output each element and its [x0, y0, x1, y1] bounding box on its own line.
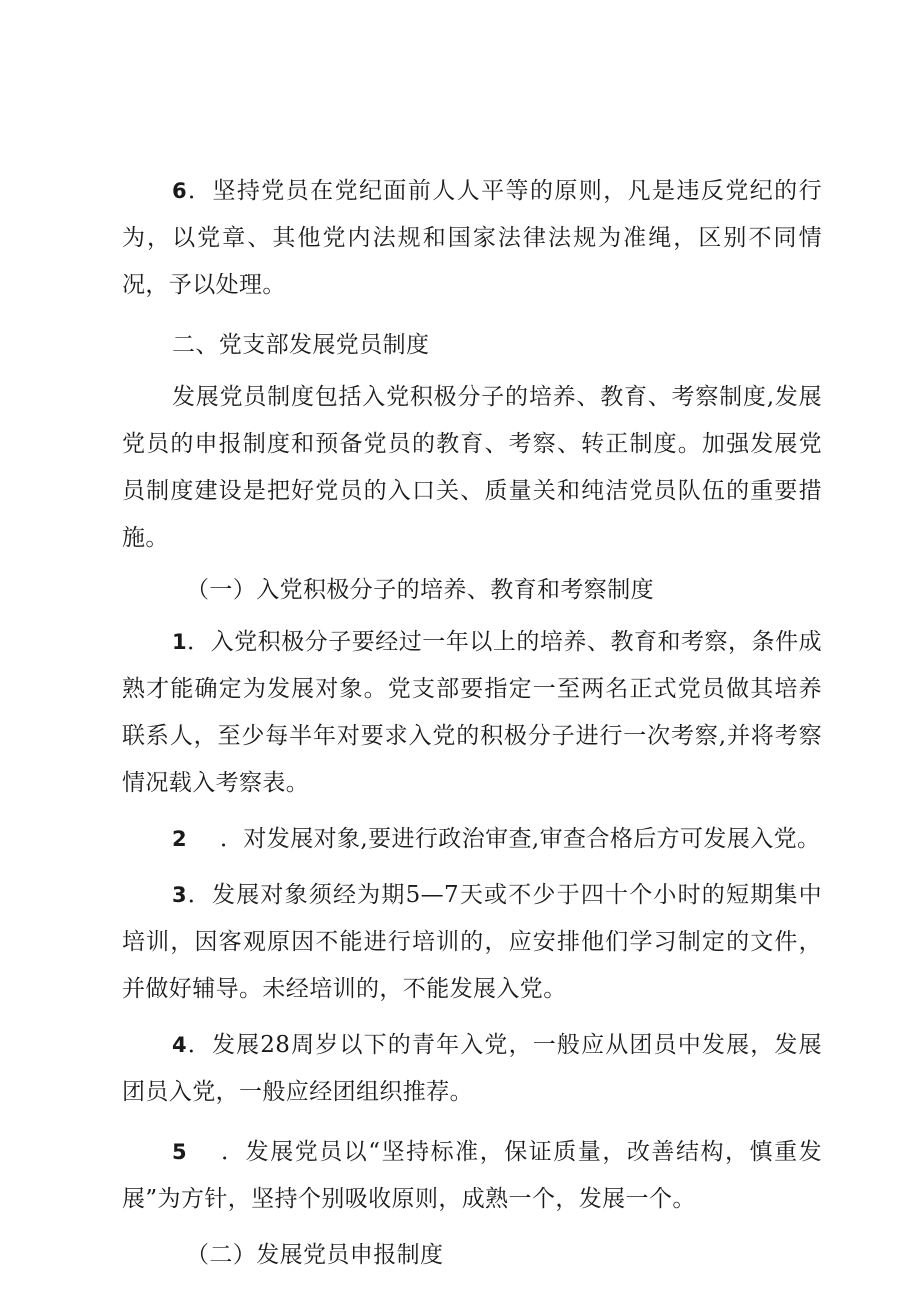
document-body [122, 168, 822, 1279]
subsection-heading: （一）入党积极分子的培养、教育和考察制度 [186, 577, 654, 603]
paragraph-text: ．发展对象须经为期5—7天或不少于四十个小时的短期集中培训，因客观原因不能进行培训的，应安排他们学习制定的文件，并做好辅导。未经培训的，不能发展入党。 [122, 882, 822, 1002]
paragraph-text: ．发展党员以“坚持标准，保证质量，改善结构，慎重发展”为方针，坚持个别吸收原则，成熟一个，发展一个。 [122, 1139, 822, 1212]
paragraph-item-1 [122, 619, 822, 807]
item-number: 3 [172, 883, 188, 907]
item-number: 4 [172, 1033, 188, 1057]
paragraph-text: ．坚持党员在党纪面前人人平等的原则，凡是违反党纪的行为，以党章、其他党内法规和国家法律法规为准绳，区别不同情况，予以处理。 [122, 178, 822, 298]
paragraph-item-2 [122, 816, 822, 863]
item-number: 6 [172, 179, 188, 203]
paragraph-item-3 [122, 872, 822, 1013]
section-heading: 二、党支部发展党员制度 [172, 332, 430, 358]
item-number: 2 [172, 827, 188, 851]
paragraph-item-5 [122, 1129, 822, 1223]
paragraph-text: ．对发展对象,要进行政治审查,审查合格后方可发展入党。 [220, 826, 821, 852]
paragraph-text: ．入党积极分子要经过一年以上的培养、教育和考察，条件成熟才能确定为发展对象。党支部要指定一至两名正式党员做其培养联系人，至少每半年对要求入党的积极分子进行一次考察,并将考察情况载入考察表。 [122, 629, 822, 796]
item-number: 5 [172, 1140, 188, 1164]
intro-paragraph: 发展党员制度包括入党积极分子的培养、教育、考察制度,发展党员的申报制度和预备党员的教育、考察、转正制度。加强发展党员制度建设是把好党员的入口关、质量关和纯洁党员队伍的重要措施。 [122, 384, 822, 551]
item-number: 1 [172, 630, 188, 654]
paragraph-item-6 [122, 168, 822, 309]
paragraph-item-4 [122, 1022, 822, 1116]
subsection-heading: （二）发展党员申报制度 [186, 1242, 444, 1268]
paragraph-text: ．发展28周岁以下的青年入党，一般应从团员中发展，发展团员入党，一般应经团组织推荐。 [122, 1032, 822, 1105]
